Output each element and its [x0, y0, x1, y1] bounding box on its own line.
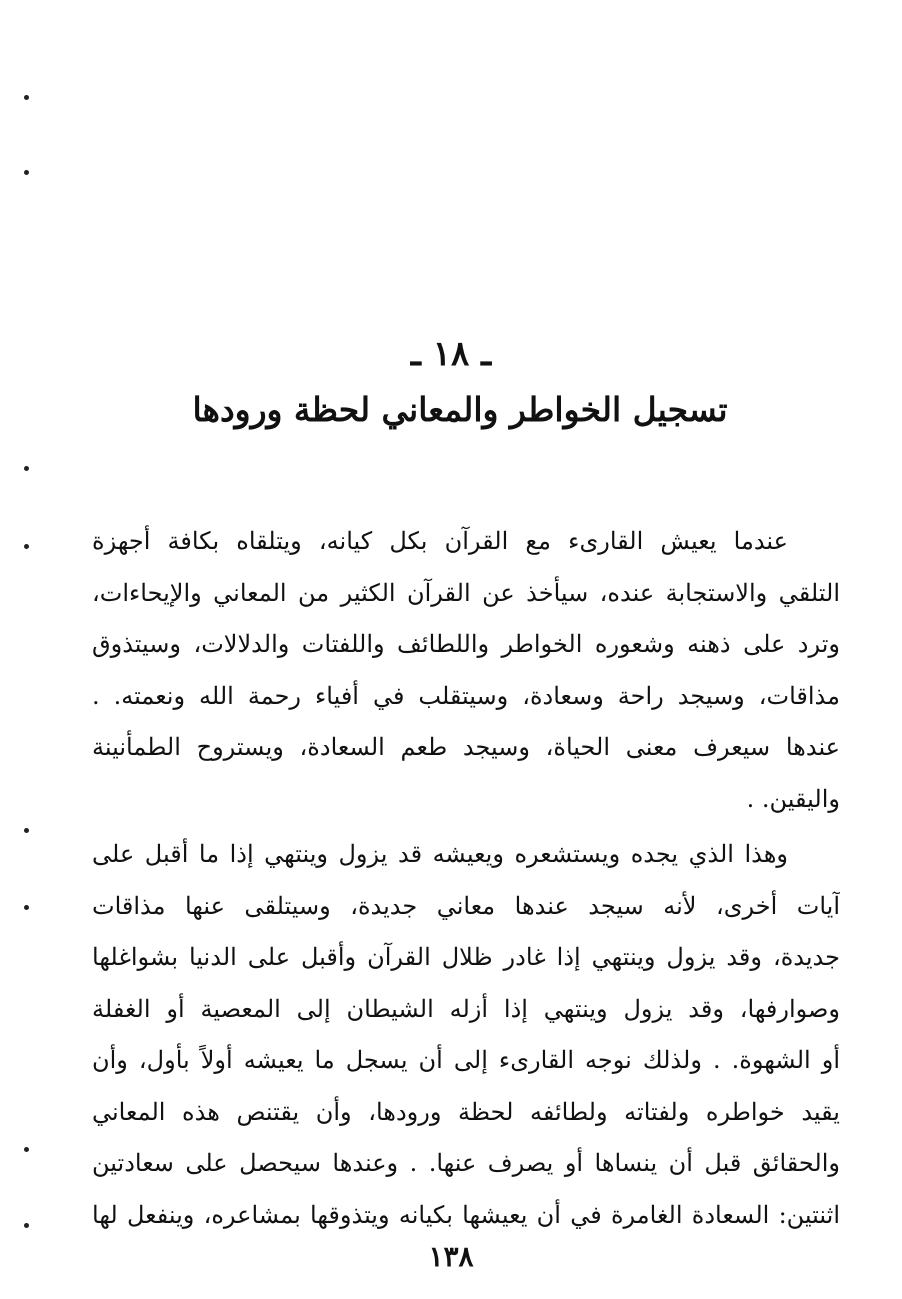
text-line: عندها سيعرف معنى الحياة، وسيجد طعم السعادة، ويستروح الطمأنينة [92, 733, 840, 761]
text-line: جديدة، وقد يزول وينتهي إذا غادر ظلال القرآن وأقبل على الدنيا بشواغلها [92, 943, 840, 971]
margin-mark [24, 1147, 29, 1152]
text-line: والحقائق قبل أن ينساها أو يصرف عنها. . وعندها سيحصل على سعادتين [92, 1149, 840, 1177]
margin-mark [24, 828, 29, 833]
chapter-title: تسجيل الخواطر والمعاني لحظة ورودها [192, 390, 728, 429]
text-line: وهذا الذي يجده ويستشعره ويعيشه قد يزول وينتهي إذا ما أقبل على [92, 840, 788, 868]
chapter-number: ـ ١٨ ـ [410, 334, 492, 374]
text-line: التلقي والاستجابة عنده، سيأخذ عن القرآن الكثير من المعاني والإيحاءات، [92, 578, 840, 607]
text-line: آيات أخرى، لأنه سيجد عندها معاني جديدة، وسيتلقى عنها مذاقات [92, 891, 840, 920]
margin-mark [24, 95, 29, 100]
margin-mark [24, 170, 29, 175]
text-line: وترد على ذهنه وشعوره الخواطر واللطائف واللفتات والدلالات، وسيتذوق [92, 630, 840, 658]
margin-mark [24, 1223, 29, 1228]
margin-mark [24, 905, 29, 910]
text-line: اثنتين: السعادة الغامرة في أن يعيشها بكيانه ويتذوقها بمشاعره، وينفعل لها [92, 1200, 840, 1229]
text-line: أو الشهوة. . ولذلك نوجه القارىء إلى أن يسجل ما يعيشه أولاً بأول، وأن [92, 1046, 840, 1074]
page-number: ١٣٨ [428, 1240, 474, 1273]
text-line: يقيد خواطره ولفتاته ولطائفه لحظة ورودها، وأن يقتنص هذه المعاني [92, 1097, 840, 1126]
text-line: واليقين. . [746, 784, 840, 813]
margin-mark [24, 466, 29, 471]
paragraph-1 [92, 516, 840, 825]
margin-mark [24, 544, 29, 549]
paragraph-2 [92, 829, 840, 1241]
text-line: عندما يعيش القارىء مع القرآن بكل كيانه، ويتلقاه بكافة أجهزة [92, 527, 788, 555]
text-line: وصوارفها، وقد يزول وينتهي إذا أزله الشيطان إلى المعصية أو الغفلة [92, 994, 840, 1023]
text-line: مذاقات، وسيجد راحة وسعادة، وسيتقلب في أفياء رحمة الله ونعمته. . [92, 681, 840, 710]
